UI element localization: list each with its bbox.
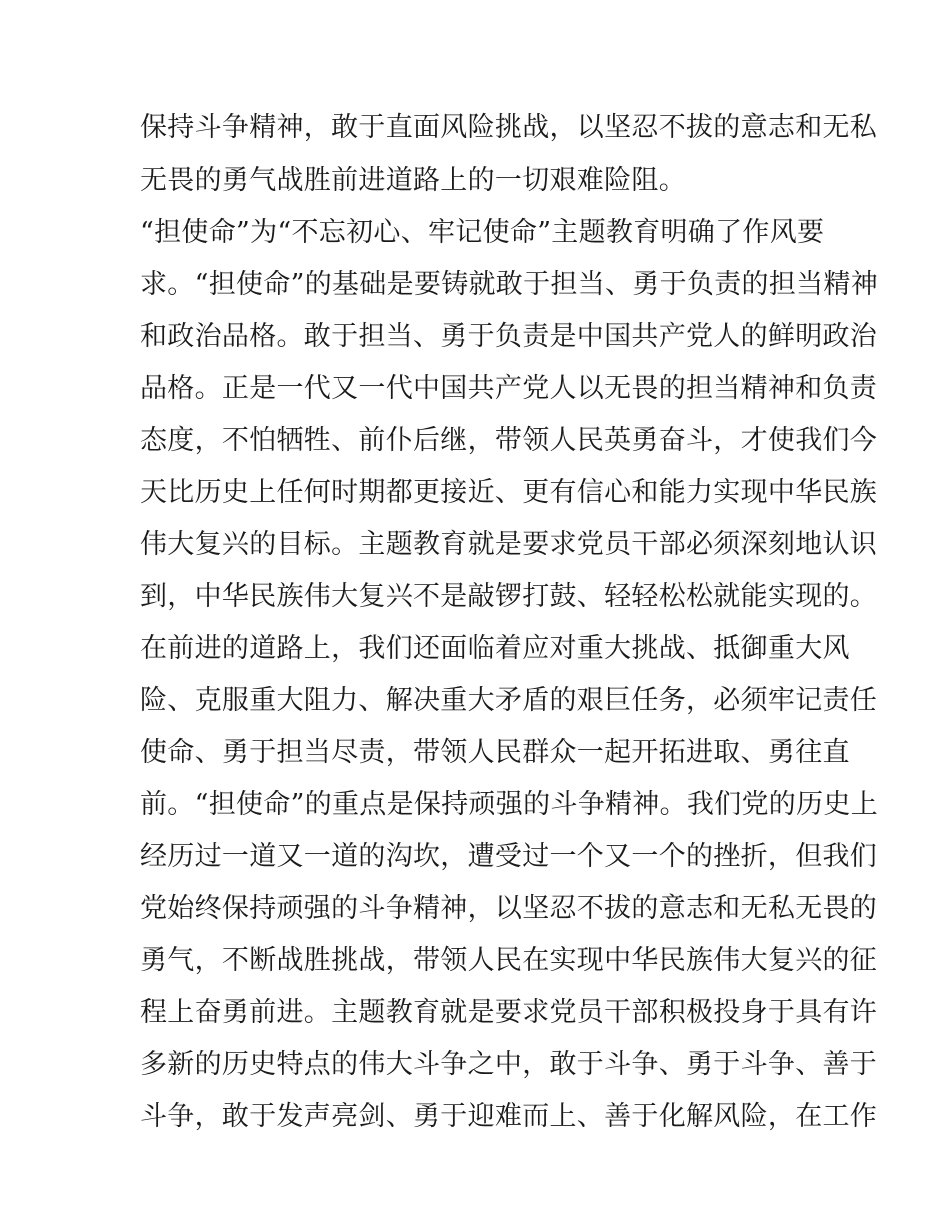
text-line: 保持斗争精神，敢于直面风险挑战，以坚忍不拔的意志和无私: [140, 112, 878, 143]
text-line: 险、克服重大阻力、解决重大矛盾的艰巨任务，必须牢记责任: [140, 685, 878, 716]
text-line: 斗争，敢于发声亮剑、勇于迎难而上、善于化解风险，在工作: [140, 1101, 878, 1132]
text-line: 和政治品格。敢于担当、勇于负责是中国共产党人的鲜明政治: [140, 321, 878, 352]
text-line: 多新的历史特点的伟大斗争之中，敢于斗争、勇于斗争、善于: [140, 1049, 878, 1080]
text-line: 天比历史上任何时期都更接近、更有信心和能力实现中华民族: [140, 477, 878, 508]
text-line: 前。“担使命”的重点是保持顽强的斗争精神。我们党的历史上: [140, 789, 879, 820]
text-line: 伟大复兴的目标。主题教育就是要求党员干部必须深刻地认识: [140, 529, 878, 560]
text-line: “担使命”为“不忘初心、牢记使命”主题教育明确了作风要: [140, 217, 825, 248]
text-line: 无畏的勇气战胜前进道路上的一切艰难险阻。: [140, 165, 686, 196]
text-line: 在前进的道路上，我们还面临着应对重大挑战、抵御重大风: [140, 633, 850, 664]
text-line: 党始终保持顽强的斗争精神，以坚忍不拔的意志和无私无畏的: [140, 893, 878, 924]
text-line: 品格。正是一代又一代中国共产党人以无畏的担当精神和负责: [140, 373, 878, 404]
text-line: 态度，不怕牺牲、前仆后继，带领人民英勇奋斗，才使我们今: [140, 425, 878, 456]
text-line: 使命、勇于担当尽责，带领人民群众一起开拓进取、勇往直: [140, 737, 850, 768]
text-line: 程上奋勇前进。主题教育就是要求党员干部积极投身于具有许: [140, 997, 878, 1028]
text-line: 求。“担使命”的基础是要铸就敢于担当、勇于负责的担当精神: [140, 269, 879, 300]
text-line: 经历过一道又一道的沟坎，遭受过一个又一个的挫折，但我们: [140, 841, 878, 872]
text-line: 勇气，不断战胜挑战，带领人民在实现中华民族伟大复兴的征: [140, 945, 878, 976]
text-line: 到，中华民族伟大复兴不是敲锣打鼓、轻轻松松就能实现的。: [140, 581, 878, 612]
